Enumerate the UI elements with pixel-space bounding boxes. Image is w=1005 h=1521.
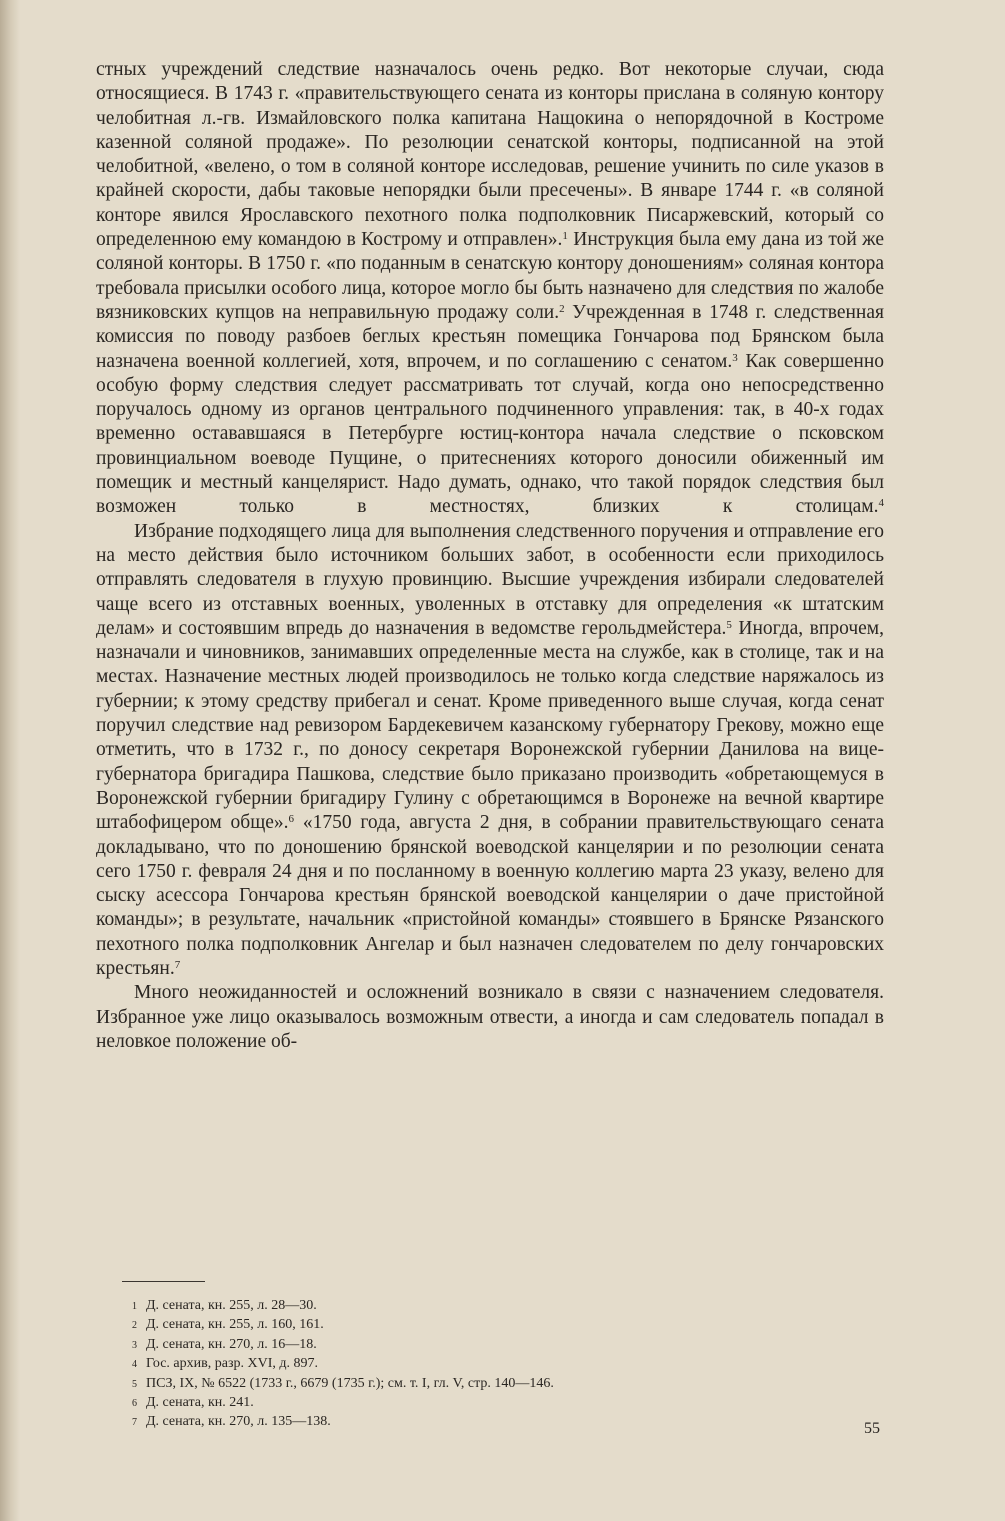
footnote-ref: 2 [559,302,565,315]
footnote [132,1413,852,1432]
footnotes [132,1297,852,1433]
paragraph-3 [96,981,884,1054]
text-run: Много неожиданностей и осложнений возникало в связи с назначением следователя. Избранное уже лицо оказывалось возможным отвести, а иногда и сам следователь попадал в неловкое положение об- [96,982,884,1052]
footnote-text: Д. сената, кн. 270, л. 135—138. [146,1414,331,1430]
footnote-number: 5 [132,1378,137,1390]
main-text [96,58,884,1054]
footnote-number: 4 [132,1359,137,1371]
footnote [132,1316,852,1335]
footnote-divider [122,1281,205,1282]
footnote-text: ПСЗ, IX, № 6522 (1733 г., 6679 (1735 г.); см. т. I, гл. V, стр. 140—146. [146,1375,554,1391]
text-run: Учрежденная в 1748 г. следственная комиссия по поводу разбоев беглых крестьян помещика Гончарова под Брянском была назначена военной коллегией, хотя, впрочем, и по соглашению с сенатом. [96,301,884,372]
paragraph-2 [96,520,884,982]
footnote-text: Д. сената, кн. 270, л. 16—18. [146,1336,317,1352]
text-run: стных учреждений следствие назначалось очень редко. Вот некоторые случаи, сюда относящиеся. В 1743 г. «правительствующего сената из конторы прислана в соляную контору челобитная л.-гв. Измайловского полка капитана Нащокина о непорядочной в Костроме казенной соляной продаже». По резолюции сенатской конторы, подписанной на этой челобитной, «велено, о том в соляной конторе исследовав, решение учинить по силе указов в крайней скорости, дабы таковые непорядки были пресечены». В январе 1744 г. «в соляной конторе явился Ярославского пехотного полка подполковник Писаржевский, который со определенною ему командою в Кострому и отправлен». [96,59,884,251]
footnote-ref: 3 [732,351,738,364]
text-run: «1750 года, августа 2 дня, в собрании правительствующаго сената докладывано, что по доношению брянской воеводской канцелярии и по резолюции сената сего 1750 г. февраля 24 дня и по посланному в военную коллегию марта 23 указу, велено для сыску асессора Гончарова крестьян брянской воеводской канцелярии о даче пристойной команды»; в результате, начальник «пристойной команды» стоявшего в Брянске Рязанского пехотного полка подполковник Ангелар и был назначен следователем по делу гончаровских крестьян. [96,812,884,979]
footnote-text: Д. сената, кн. 255, л. 160, 161. [146,1317,324,1333]
footnote-ref: 5 [726,618,732,631]
footnote-number: 2 [132,1320,137,1332]
footnote [132,1355,852,1374]
text-run: Иногда, впрочем, назначали и чиновников, занимавших определенные места на службе, как в столице, так и на местах. Назначение местных людей производилось не только когда следствие наряжалось из губернии; к этому средству прибегал и сенат. Кроме приведенного выше случая, когда сенат поручил следствие над ревизором Бардекевичем казанскому губернатору Грекову, можно еще отметить, что в 1732 г., по доносу секретаря Воронежской губернии Данилова на вице-губернатора бригадира Пашкова, следствие было приказано производить «обретающемуся в Воронежской губернии бригадиру Гулину с обретающимся в Воронеже на вечной квартире штабофицером обще». [96,617,884,834]
book-spine-shadow [0,0,20,1521]
footnote-text: Гос. архив, разр. XVI, д. 897. [146,1356,318,1372]
paragraph-1 [96,58,884,520]
footnote [132,1394,852,1413]
text-run: Избрание подходящего лица для выполнения следственного поручения и отправление его на место действия было источником больших забот, в особенности если приходилось отправлять следователя в глухую провинцию. Высшие учреждения избирали следователей чаще всего из отставных военных, уволенных в отставку для определения «к штатским делам» и состоявшим впредь до назначения в ведомстве герольдмейстера. [96,520,884,639]
footnote [132,1297,852,1316]
footnote-text: Д. сената, кн. 255, л. 28—30. [146,1298,317,1313]
footnote-ref: 1 [562,230,568,243]
footnote [132,1375,852,1394]
footnote [132,1336,852,1355]
footnote-number: 7 [132,1417,137,1429]
text-run: Инструкция была ему дана из той же соляной конторы. В 1750 г. «по поданным в сенатскую контору доношениям» соляная контора требовала присылки особого лица, которое могло бы быть назначено для следствия по жалобе вязниковских купцов на неправильную продажу соли. [96,229,884,323]
footnote-number: 1 [132,1301,137,1312]
footnote-number: 3 [132,1339,137,1351]
footnote-ref: 4 [878,497,884,510]
footnote-text: Д. сената, кн. 241. [146,1395,254,1411]
page-number: 55 [864,1420,880,1437]
text-run: Как совершенно особую форму следствия следует рассматривать тот случай, когда оно непосредственно поручалось одному из органов центрального подчиненного управления: так, в 40-х годах временно остававшаяся в Петербурге юстиц-контора начала следствие о псковском провинциальном воеводе Пущине, о притеснениях которого доносили обиженный им помещик и местный канцелярист. Надо думать, однако, что такой порядок следствия был возможен только в местностях, близких к столицам. [96,350,885,518]
footnote-ref: 6 [288,813,295,826]
footnote-number: 6 [132,1398,137,1410]
footnote-ref: 7 [174,958,181,971]
